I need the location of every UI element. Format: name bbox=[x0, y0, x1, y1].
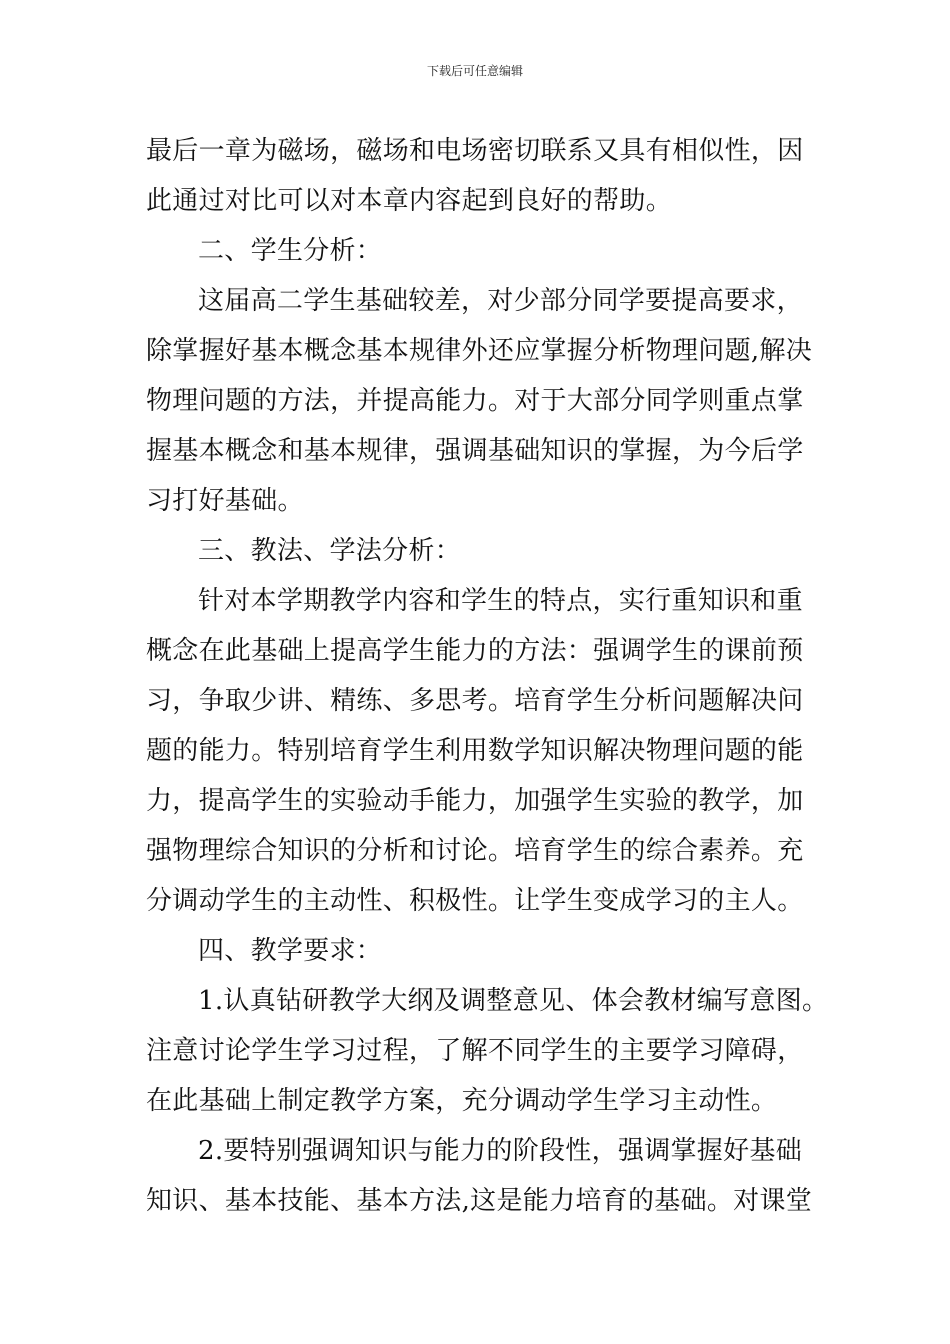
text-line: 分调动学生的主动性、积极性。让学生变成学习的主人。 bbox=[146, 886, 804, 916]
text-line: 1.认真钻研教学大纲及调整意见、体会教材编写意图。 bbox=[198, 986, 829, 1016]
text-line: 在此基础上制定教学方案，充分调动学生学习主动性。 bbox=[146, 1086, 778, 1116]
text-line: 习打好基础。 bbox=[146, 486, 304, 516]
text-line: 注意讨论学生学习过程，了解不同学生的主要学习障碍， bbox=[146, 1036, 804, 1066]
document-body bbox=[146, 126, 829, 1226]
text-line: 2.要特别强调知识与能力的阶段性，强调掌握好基础 bbox=[198, 1136, 803, 1166]
text-line: 概念在此基础上提高学生能力的方法：强调学生的课前预 bbox=[146, 636, 804, 666]
text-line: 习，争取少讲、精练、多思考。培育学生分析问题解决问 bbox=[146, 686, 804, 716]
text-line: 强物理综合知识的分析和讨论。培育学生的综合素养。充 bbox=[146, 836, 804, 866]
text-line: 力，提高学生的实验动手能力，加强学生实验的教学，加 bbox=[146, 786, 804, 816]
section-heading-teaching-method: 三、教法、学法分析： bbox=[198, 536, 462, 566]
section-heading-teaching-requirements: 四、教学要求： bbox=[198, 936, 383, 966]
text-line: 除掌握好基本概念基本规律外还应掌握分析物理问题,解决 bbox=[146, 336, 813, 366]
text-line: 此通过对比可以对本章内容起到良好的帮助。 bbox=[146, 186, 673, 216]
text-line: 物理问题的方法，并提高能力。对于大部分同学则重点掌 bbox=[146, 386, 804, 416]
text-line: 针对本学期教学内容和学生的特点，实行重知识和重 bbox=[198, 586, 803, 616]
text-line: 题的能力。特别培育学生利用数学知识解决物理问题的能 bbox=[146, 736, 804, 766]
text-line: 这届高二学生基础较差，对少部分同学要提高要求， bbox=[198, 286, 803, 316]
text-line: 最后一章为磁场，磁场和电场密切联系又具有相似性，因 bbox=[146, 136, 804, 166]
text-line: 知识、基本技能、基本方法,这是能力培育的基础。对课堂 bbox=[146, 1186, 813, 1216]
text-line: 握基本概念和基本规律，强调基础知识的掌握，为今后学 bbox=[146, 436, 804, 466]
page-header: 下载后可任意编辑 bbox=[426, 64, 523, 78]
section-heading-student-analysis: 二、学生分析： bbox=[198, 236, 383, 266]
